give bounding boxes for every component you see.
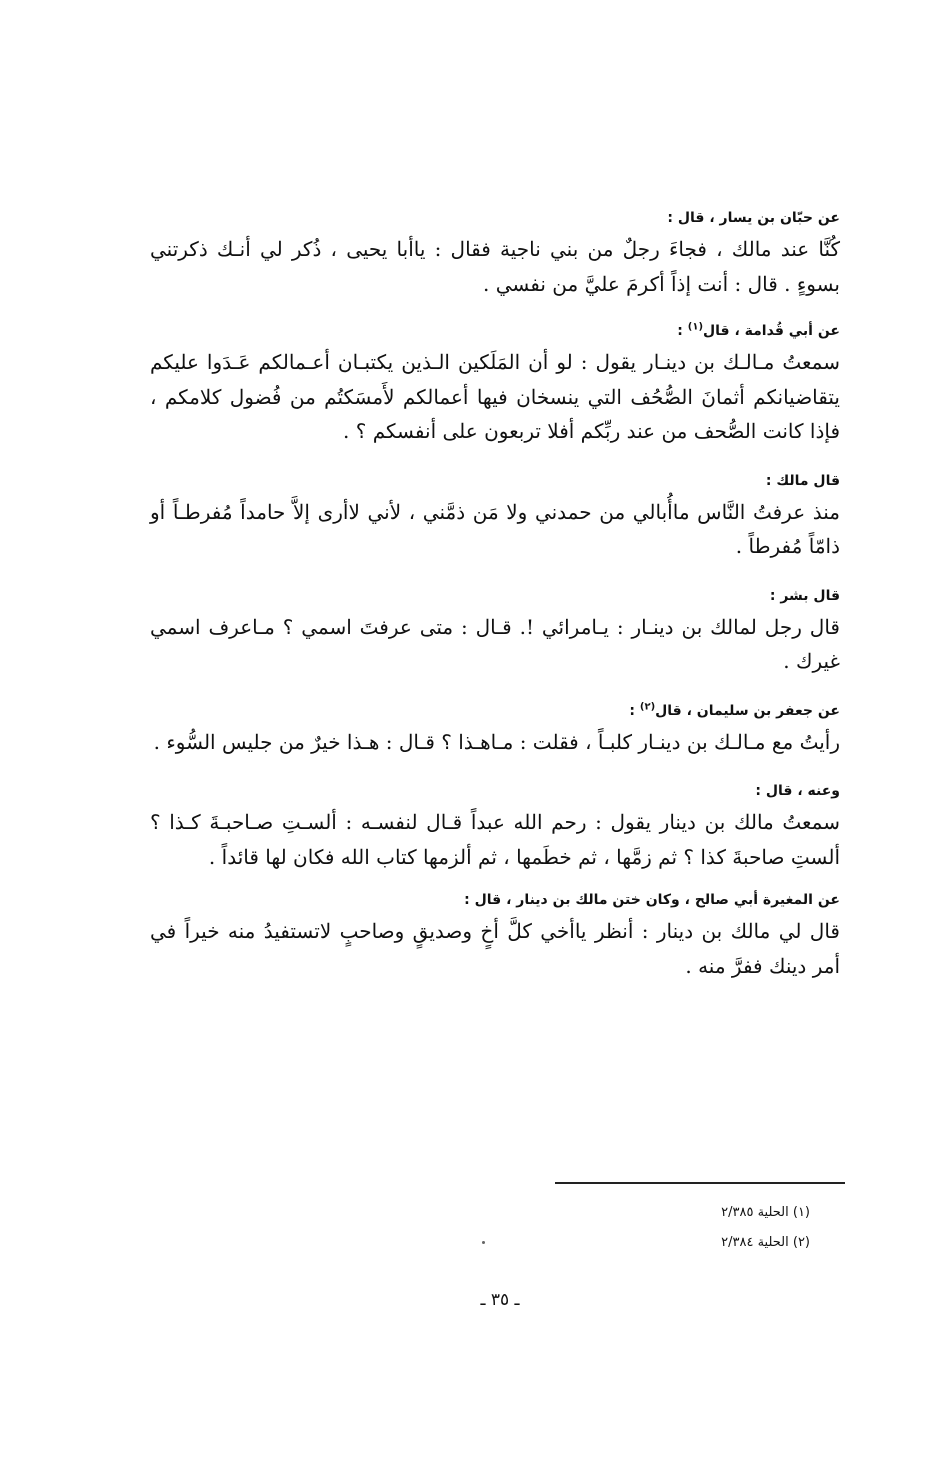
footnotes: [560, 1198, 810, 1258]
heading-text: عن جعفر بن سليمان ، قال: [655, 702, 840, 719]
narration-heading: وعنه ، قال :: [755, 783, 840, 799]
narration-heading: [150, 699, 840, 723]
heading-colon: :: [629, 702, 640, 719]
narration-5: [150, 699, 840, 760]
narration-text: رأيتُ مع مـالـك بن دينـار كلبـاً ، فقلت : مـاهـذا ؟ قـال : هـذا خيرٌ من جليس السُّوء .: [153, 729, 840, 754]
narration-text: قال رجل لمالك بن دينـار : يـامرائي !. قـال : متى عرفتَ اسمي ؟ مـاعرف اسمي غيرك .: [150, 614, 840, 673]
footnote-reference: (٢): [639, 700, 656, 712]
narration-2: [150, 319, 840, 449]
print-speck: [482, 1241, 485, 1244]
footnote-2: (٢) الحلية ٢/٣٨٤: [721, 1235, 810, 1250]
narration-heading: [150, 319, 840, 343]
heading-colon: :: [677, 323, 688, 339]
narration-heading: عن حبّان بن يسار ، قال :: [667, 210, 840, 226]
narration-3: [150, 469, 840, 564]
footnote-reference: (١): [687, 321, 704, 333]
narration-heading: قال بشر :: [769, 587, 840, 604]
narration-heading: عن المغيرة أبي صالح ، وكان ختن مالك بن دينار ، قال :: [464, 892, 840, 908]
narration-text: قال لي مالك بن دينار : أنظر ياأخي كلَّ أخٍ وصديقٍ وصاحبٍ لاتستفيدُ منه خيراً في أمر دينك ففرَّ منه .: [150, 919, 840, 978]
narration-4: [150, 584, 840, 679]
narration-6: [150, 779, 840, 874]
narration-text: كُنَّا عند مالك ، فجاءَ رجلٌ من بني ناجية فقال : ياأبا يحيى ، ذُكر لي أنـك ذكرتني بسوءٍ . قال : أنت إذاً أكرمَ عليَّ من نفسي .: [150, 237, 840, 296]
footnote-1: (١) الحلية ٢/٣٨٥: [721, 1205, 810, 1220]
narration-text: سمعتُ مالك بن دينار يقول : رحم الله عبداً قـال لنفسـه : ألسـتِ صـاحبـةَ كـذا ؟ ألستِ صاحبةَ كذا ؟ ثم زمَّها ، ثم خطَمها ، ثم ألزمها كتاب الله فكان لها قائداً .: [150, 810, 840, 869]
narration-7: [150, 888, 840, 983]
heading-text: عن أبي قُدامة ، قال: [703, 323, 840, 339]
narration-heading: قال مالك :: [765, 472, 840, 489]
narration-1: [150, 206, 840, 301]
narration-text: منذ عرفتُ النَّاس ماأُبالي من حمدني ولا مَن ذمَّني ، لأني لاأرى إلاَّ حامداً مُفرطـاً أو ذامّاً مُفرطاً .: [150, 499, 840, 558]
narration-text: سمعتُ مـالـك بن دينـار يقول : لو أن المَلَكين الـذين يكتبـان أعـمالكم عَـدَوا عليكم يتقاضيانكم أثمانَ الصُّحُف التي ينسخان فيها أعمالكم لأَمسَكتُم من فُضول كلامكم ، فإذا كانت الصُّحف من عند ربِّكم أفلا تربعون على أنفسكم ؟ .: [150, 350, 840, 443]
page-number: ـ ٣٥ ـ: [480, 1290, 520, 1310]
page-body: [150, 206, 840, 983]
footnote-separator: [555, 1182, 845, 1184]
